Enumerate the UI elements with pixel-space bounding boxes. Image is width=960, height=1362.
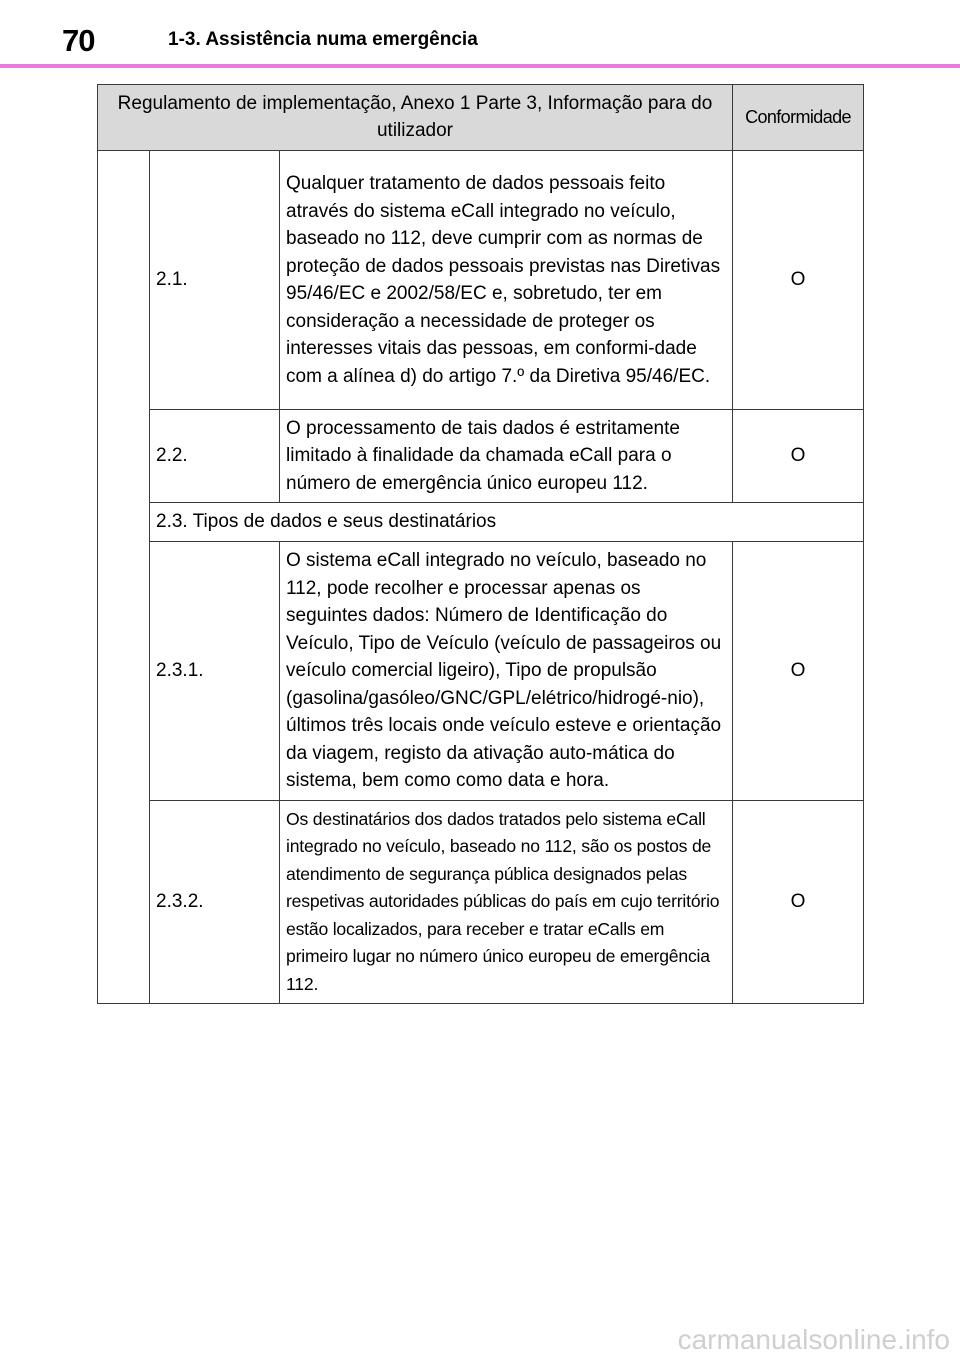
indent-cell (98, 151, 150, 1004)
section-title: 1-3. Assistência numa emergência (168, 29, 478, 50)
watermark: carmanualsonline.info (677, 1324, 950, 1355)
table-row (98, 151, 864, 410)
clause-number: 2.3.2. (150, 801, 280, 1004)
table-subheading-row (98, 503, 864, 542)
conformity-value: O (733, 542, 864, 801)
clause-text: O sistema eCall integrado no veículo, baseado no 112, pode recolher e processar apenas os seguintes dados: Número de Identificação do Veículo, Tipo de Veículo (veículo de passageiros ou veículo comercial ligeiro), Tipo de propulsão (gasolina/gasóleo/GNC/GPL/elétrico/hidrogé-nio), últimos três locais onde veículo esteve e orientação da viagem, registo da ativação auto-mática do sistema, bem como como data e hora. (280, 542, 733, 801)
table-row (98, 410, 864, 503)
clause-number: 2.1. (150, 151, 280, 410)
conformity-value: O (733, 151, 864, 410)
clause-number: 2.3.1. (150, 542, 280, 801)
page-header (0, 0, 960, 66)
conformity-value: O (733, 410, 864, 503)
clause-text: Qualquer tratamento de dados pessoais feito através do sistema eCall integrado no veículo, baseado no 112, deve cumprir com as normas de proteção de dados pessoais previstas nas Diretivas 95/46/EC e 2002/58/EC e, sobretudo, ter em consideração a necessidade de proteger os interesses vitais das pessoas, em conformi-dade com a alínea d) do artigo 7.º da Diretiva 95/46/EC. (280, 151, 733, 410)
table-row (98, 542, 864, 801)
clause-text: O processamento de tais dados é estritamente limitado à finalidade da chamada eCall para o número de emergência único europeu 112. (280, 410, 733, 503)
subsection-heading: 2.3. Tipos de dados e seus destinatários (150, 503, 864, 542)
regulation-table (97, 84, 864, 1004)
table-header-row (98, 85, 864, 151)
conformity-value: O (733, 801, 864, 1004)
page-number: 70 (62, 23, 95, 58)
conformity-header: Conformidade (733, 85, 864, 151)
clause-text: Os destinatários dos dados tratados pelo sistema eCall integrado no veículo, baseado no 112, são os postos de atendimento de segurança pública designados pelas respetivas autoridades públicas do país em cujo território estão localizados, para receber e tratar eCalls em primeiro lugar no número único europeu de emergência 112. (280, 801, 733, 1004)
table-row (98, 801, 864, 1004)
regulation-header: Regulamento de implementação, Anexo 1 Parte 3, Informação para do utilizador (98, 85, 733, 151)
clause-number: 2.2. (150, 410, 280, 503)
header-divider (0, 64, 960, 68)
